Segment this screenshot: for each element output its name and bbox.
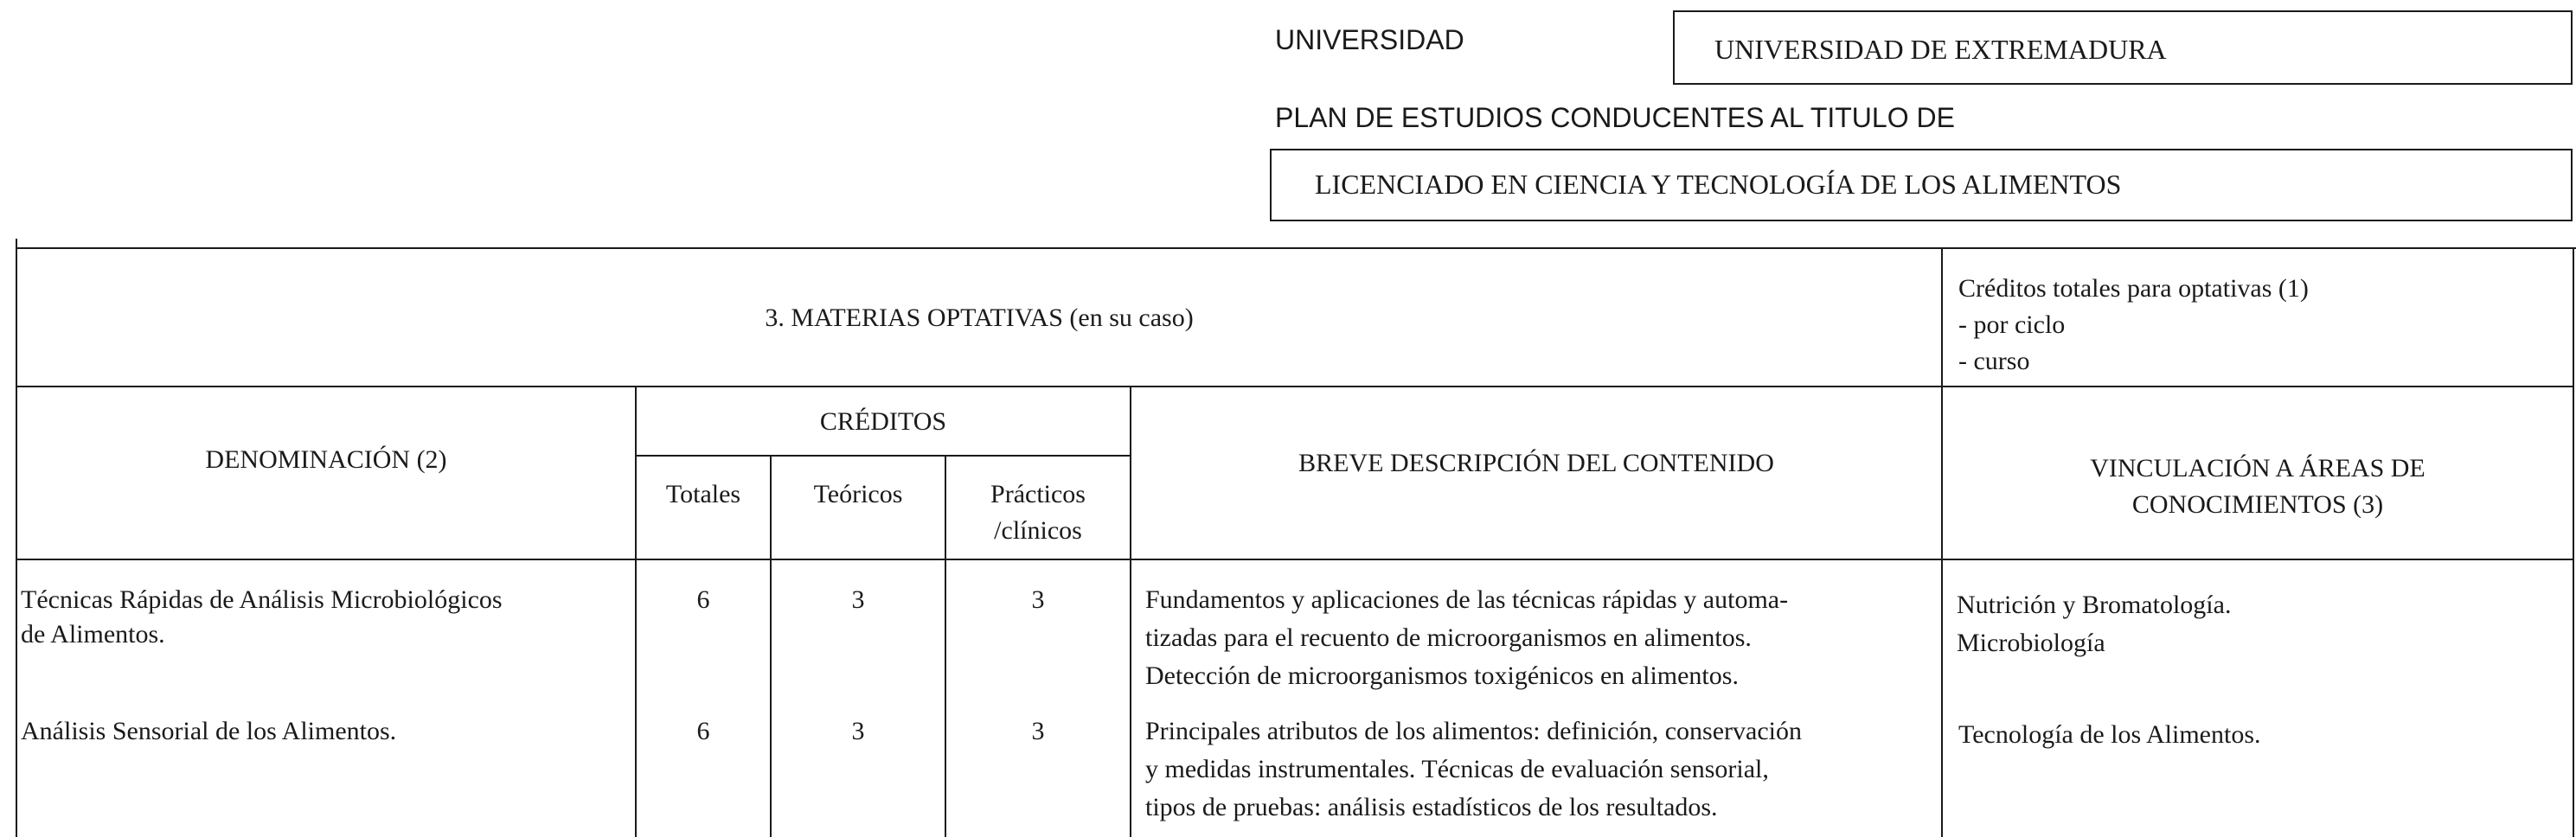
row-denominacion-line2: de Alimentos. <box>21 620 165 649</box>
table-top-border <box>16 247 2576 249</box>
row-totales: 6 <box>696 717 710 745</box>
row-teoricos: 3 <box>851 585 865 614</box>
creditos-subheader-rule <box>635 455 1131 457</box>
titulo-value-box <box>1270 149 2573 221</box>
universidad-label: UNIVERSIDAD <box>1275 24 1464 55</box>
totales-header: Totales <box>665 480 741 508</box>
row-totales: 6 <box>696 585 710 614</box>
row-vinculacion-line1: Tecnología de los Alimentos. <box>1958 720 2261 749</box>
descripcion-header: BREVE DESCRIPCIÓN DEL CONTENIDO <box>1298 449 1774 477</box>
practicos-left-rule <box>945 455 946 837</box>
denominacion-header: DENOMINACIÓN (2) <box>205 445 447 474</box>
row-descripcion-line1: Fundamentos y aplicaciones de las técnicas rápidas y automa- <box>1145 585 1789 614</box>
plan-label: PLAN DE ESTUDIOS CONDUCENTES AL TITULO DE <box>1275 102 1955 133</box>
row-practicos: 3 <box>1031 717 1045 745</box>
row-denominacion-line1: Técnicas Rápidas de Análisis Microbiológicos <box>21 585 503 614</box>
creditos-totales-curso: - curso <box>1958 347 2030 375</box>
table-right-border <box>2573 247 2574 837</box>
universidad-value: UNIVERSIDAD DE EXTREMADURA <box>1714 34 2167 65</box>
section-title-rule <box>16 386 2574 387</box>
row-vinculacion-line2: Microbiología <box>1957 629 2105 657</box>
universidad-value-box <box>1673 10 2573 85</box>
vinculacion-header-line2: CONOCIMIENTOS (3) <box>2131 490 2384 519</box>
teoricos-header: Teóricos <box>813 480 903 508</box>
row-vinculacion-line1: Nutrición y Bromatología. <box>1957 591 2232 619</box>
titulo-value: LICENCIADO EN CIENCIA Y TECNOLOGÍA DE LOS ALIMENTOS <box>1315 169 2122 200</box>
creditos-totales-por-ciclo: - por ciclo <box>1958 310 2066 339</box>
creditos-header: CRÉDITOS <box>819 407 947 436</box>
row-descripcion-line3: Detección de microorganismos toxigénicos en alimentos. <box>1145 661 1739 690</box>
row-descripcion-line2: tizadas para el recuento de microorganismos en alimentos. <box>1145 623 1752 652</box>
header-bottom-rule <box>16 559 2574 560</box>
row-descripcion-line1: Principales atributos de los alimentos: definición, conservación <box>1145 717 1802 745</box>
vinculacion-header-line1: VINCULACIÓN A ÁREAS DE <box>2090 454 2425 482</box>
section-title: 3. MATERIAS OPTATIVAS (en su caso) <box>765 303 1194 332</box>
practicos-header-line2: /clínicos <box>994 516 1082 545</box>
practicos-header-line1: Prácticos <box>990 480 1086 508</box>
row-descripcion-line2: y medidas instrumentales. Técnicas de evaluación sensorial, <box>1145 755 1769 783</box>
vinculacion-column-rule <box>1941 247 1943 837</box>
row-denominacion-line1: Análisis Sensorial de los Alimentos. <box>21 717 397 745</box>
row-teoricos: 3 <box>851 717 865 745</box>
row-descripcion-line3: tipos de pruebas: análisis estadísticos de los resultados. <box>1145 793 1718 821</box>
creditos-totales-line1: Créditos totales para optativas (1) <box>1958 274 2309 303</box>
teoricos-left-rule <box>770 455 772 837</box>
row-practicos: 3 <box>1031 585 1045 614</box>
